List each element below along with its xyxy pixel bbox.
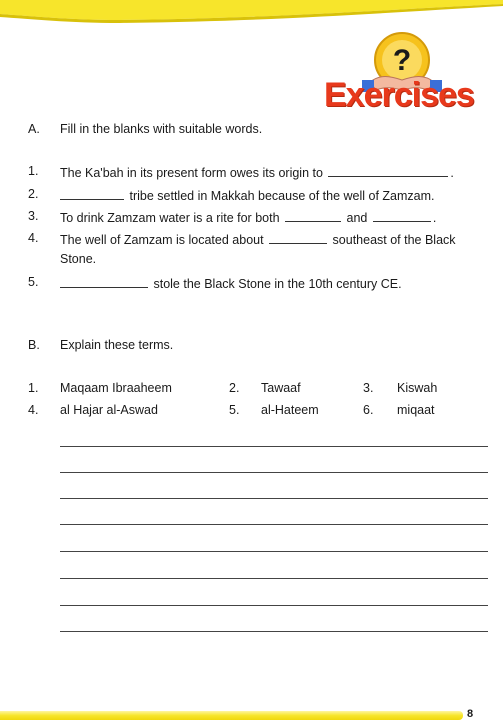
term-number: 2. xyxy=(229,381,240,395)
answer-blank[interactable] xyxy=(285,209,341,222)
svg-text:?: ? xyxy=(392,44,412,77)
answer-blank[interactable] xyxy=(60,275,148,288)
term-label: Tawaaf xyxy=(261,381,301,395)
term-number: 5. xyxy=(229,403,240,417)
item-text-before: The Ka'bah in its present form owes its origin to xyxy=(60,166,323,180)
item-text-after: stole the Black Stone in the 10th century CE. xyxy=(153,277,402,291)
answer-line[interactable] xyxy=(60,551,488,552)
page-number: 8 xyxy=(467,708,474,720)
term-number: 6. xyxy=(363,403,374,417)
exercises-badge xyxy=(322,28,492,116)
term-label: Maqaam Ibraaheem xyxy=(60,381,172,395)
term-number: 3. xyxy=(363,381,374,395)
term-label: Kiswah xyxy=(397,381,438,395)
item-text-mid: and xyxy=(346,211,368,225)
item-text xyxy=(60,164,454,180)
item-number: 1. xyxy=(28,164,39,178)
section-b-title: Explain these terms. xyxy=(60,338,174,352)
term-number: 4. xyxy=(28,403,39,417)
section-a-title: Fill in the blanks with suitable words. xyxy=(60,122,263,136)
answer-line[interactable] xyxy=(60,446,488,447)
exercises-title: Exercises xyxy=(324,76,474,114)
section-a-letter: A. xyxy=(28,122,40,136)
item-text-after: . xyxy=(450,166,454,180)
term-number: 1. xyxy=(28,381,39,395)
answer-blank[interactable] xyxy=(328,164,448,177)
item-number: 4. xyxy=(28,231,39,245)
answer-line[interactable] xyxy=(60,524,488,525)
item-text xyxy=(60,275,402,291)
item-text-before: The well of Zamzam is located about xyxy=(60,233,264,247)
item-text-after: tribe settled in Makkah because of the well of Zamzam. xyxy=(129,189,435,203)
term-label: al-Hateem xyxy=(261,403,319,417)
term-label: miqaat xyxy=(397,403,435,417)
footer-yellow-band xyxy=(0,711,463,720)
answer-line[interactable] xyxy=(60,498,488,499)
item-text-after: southeast of the Black xyxy=(332,233,456,247)
item-text xyxy=(60,187,435,203)
item-number: 5. xyxy=(28,275,39,289)
answer-line[interactable] xyxy=(60,631,488,632)
section-b-letter: B. xyxy=(28,338,40,352)
item-number: 2. xyxy=(28,187,39,201)
item-text-after: . xyxy=(432,211,437,225)
term-label: al Hajar al-Aswad xyxy=(60,403,158,417)
answer-line[interactable] xyxy=(60,578,488,579)
item-text xyxy=(60,231,456,247)
answer-line[interactable] xyxy=(60,605,488,606)
top-swoosh-decoration xyxy=(0,0,503,24)
answer-blank[interactable] xyxy=(60,187,124,200)
item-text-continued: Stone. xyxy=(60,252,97,266)
item-number: 3. xyxy=(28,209,39,223)
answer-line[interactable] xyxy=(60,472,488,473)
answer-blank[interactable] xyxy=(373,209,431,222)
item-text xyxy=(60,209,436,225)
answer-blank[interactable] xyxy=(269,231,327,244)
item-text-before: To drink Zamzam water is a rite for both xyxy=(60,211,280,225)
